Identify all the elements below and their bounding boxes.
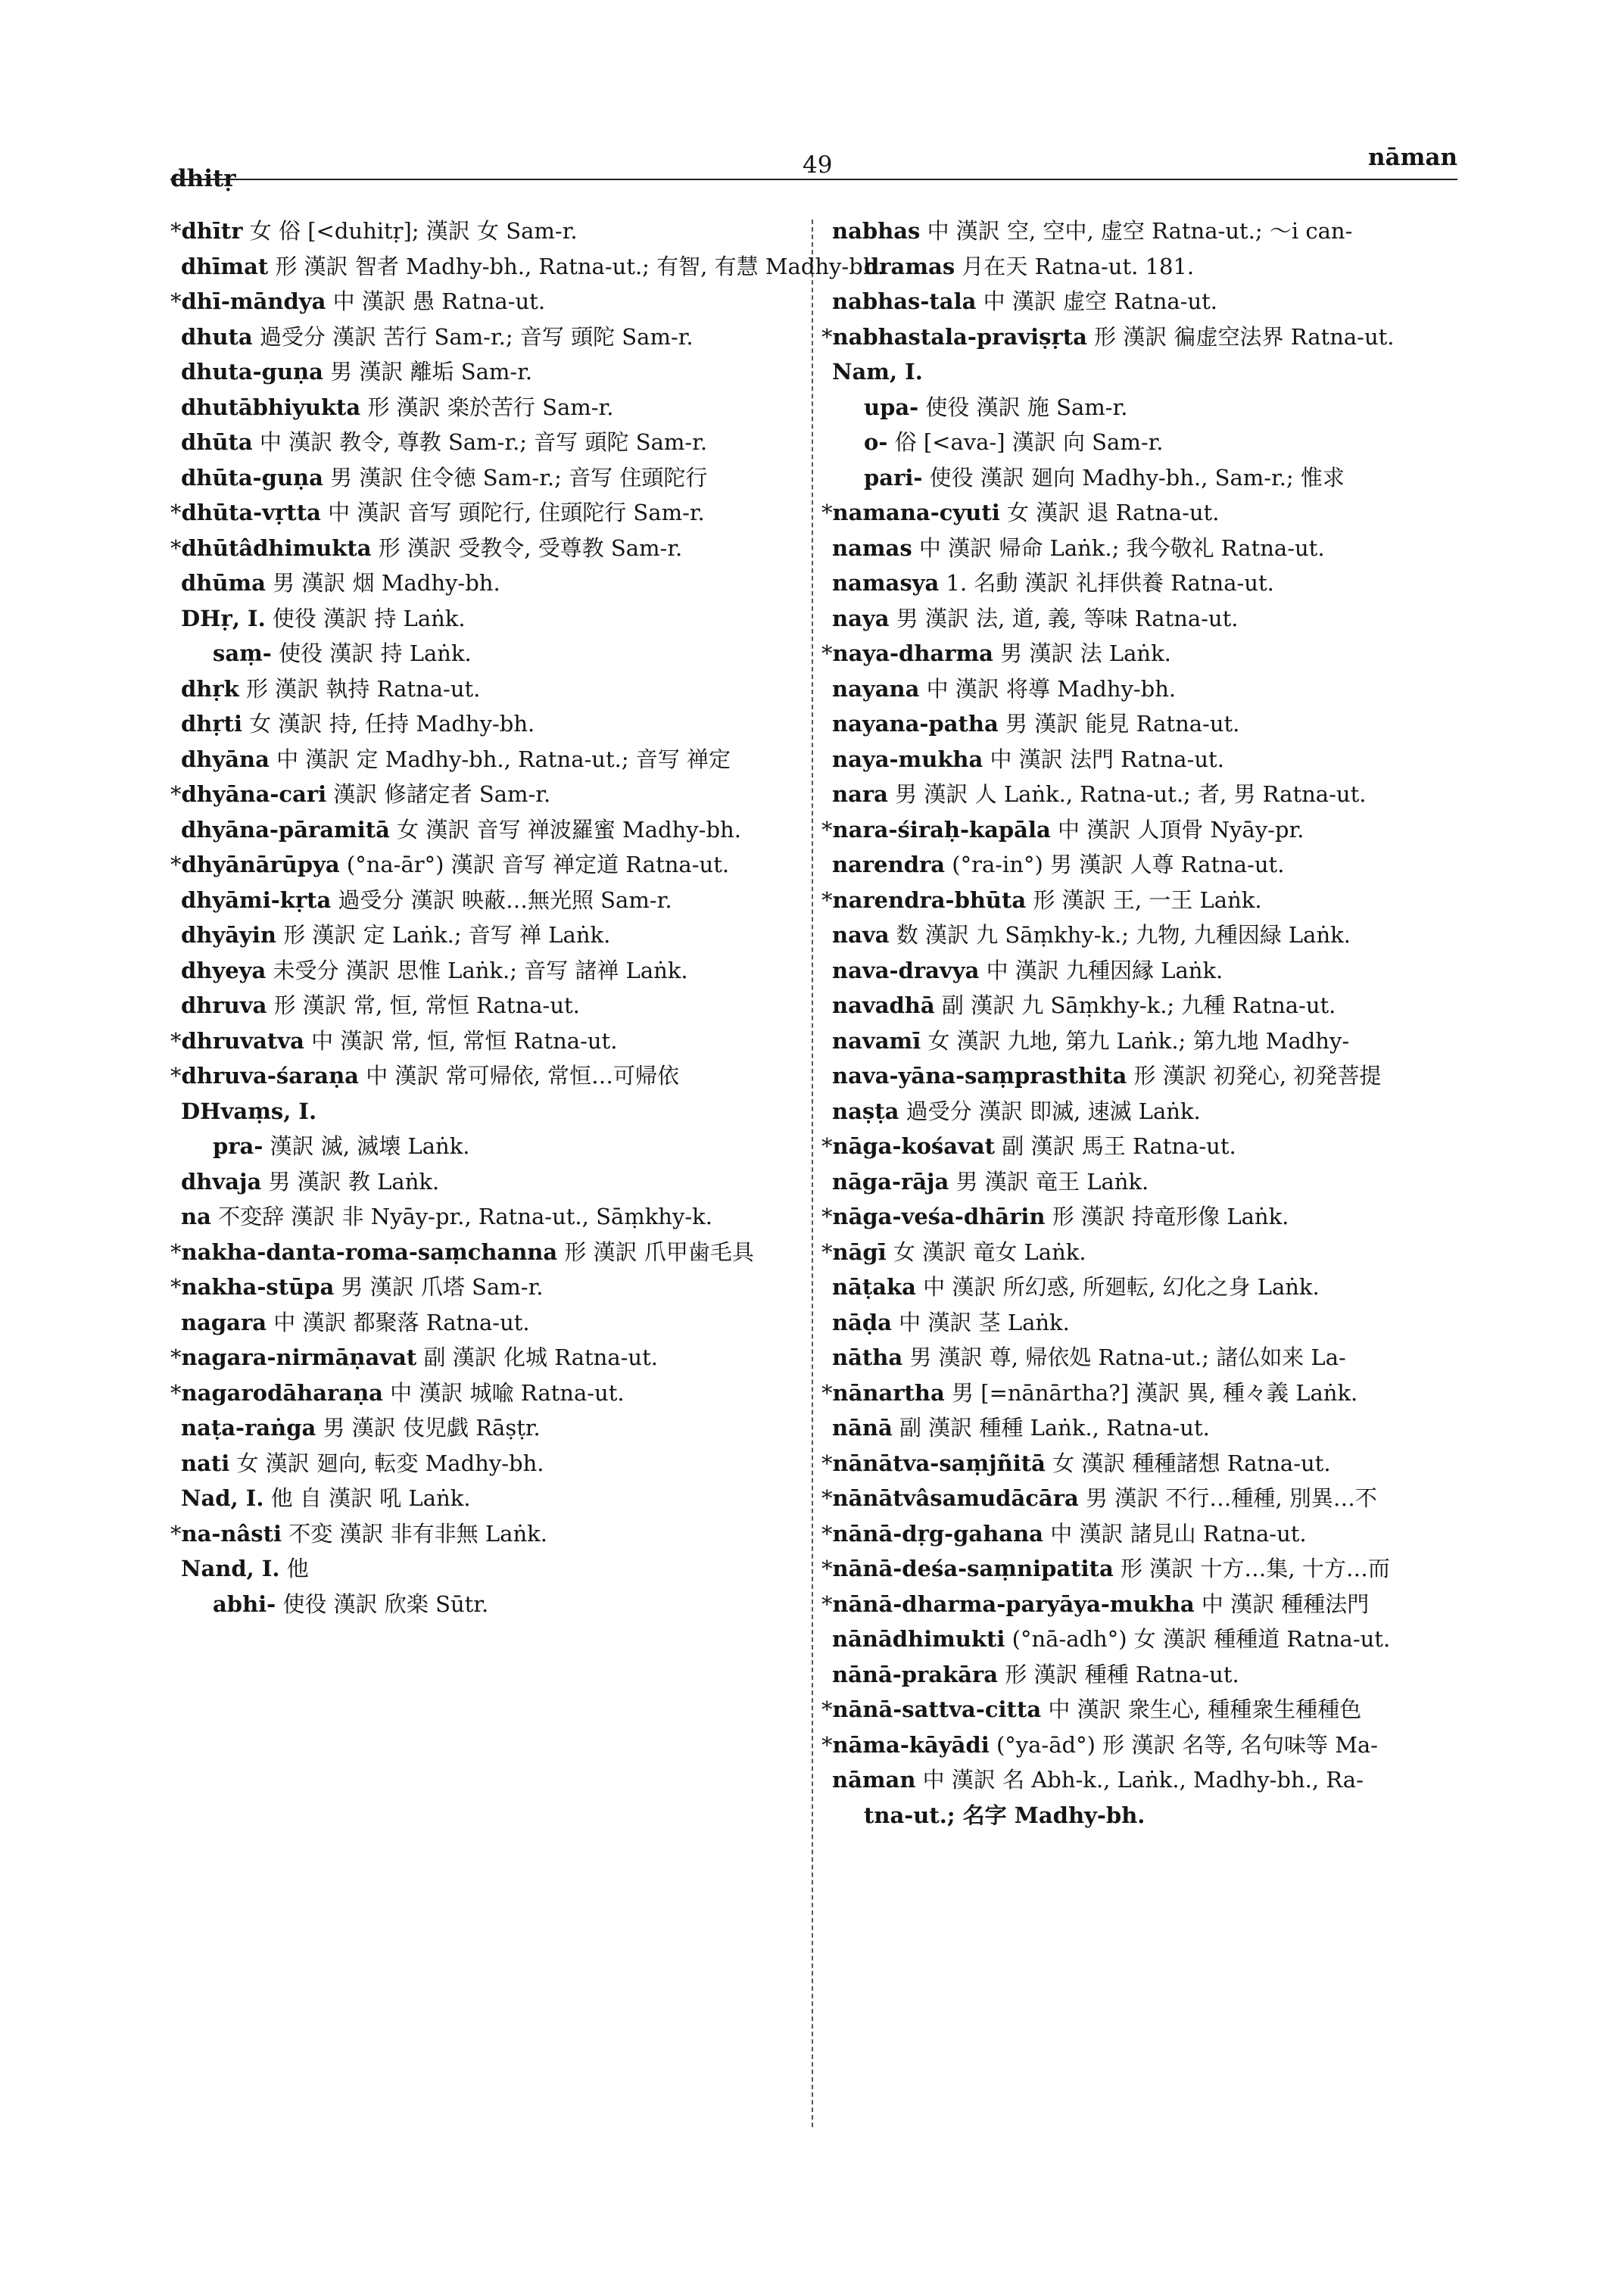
entry-definition: 中 漢訳 諸見山 Ratna-ut. (1050, 1520, 1307, 1547)
entry-headword: nagara (181, 1309, 267, 1335)
entry-definition: 中 漢訳 名 Abh-k., Laṅk., Madhy-bh., Ra- (922, 1767, 1364, 1793)
entry-marker: * (170, 500, 182, 525)
entry-headword: nava (832, 922, 890, 948)
entry-definition: 形 漢訳 徧虚空法界 Ratna-ut. (1094, 323, 1395, 350)
entry-headword: dhṛti (181, 711, 243, 737)
dictionary-entry (821, 1516, 1461, 1552)
entry-definition: 男 漢訳 尊, 帰依処 Ratna-ut.; 諸仏如来 La- (909, 1344, 1346, 1370)
entry-headword: nānātvâsamudācāra (832, 1485, 1079, 1511)
entry-headword: navadhā (832, 992, 935, 1018)
entry-marker: * (170, 1238, 182, 1265)
entry-definition: 不変辞 漢訳 非 Nyāy-pr., Ratna-ut., Sāṃkhy-k. (218, 1204, 712, 1229)
dictionary-entry (821, 390, 1461, 425)
dictionary-entry (821, 531, 1461, 566)
entry-headword: nava-dravya (832, 957, 980, 983)
entry-definition: 男 漢訳 爪塔 Sam-r. (341, 1274, 544, 1300)
entry-headword: dhyāyin (181, 922, 276, 948)
entry-headword: dhyāna (181, 746, 270, 772)
entry-definition: 形 漢訳 王, 一王 Laṅk. (1033, 886, 1262, 913)
dictionary-entry (821, 953, 1461, 989)
dictionary-entry (170, 601, 799, 637)
dictionary-entry (170, 1551, 799, 1587)
entry-headword: naya-dharma (832, 640, 993, 666)
entry-marker: * (170, 1274, 182, 1300)
entry-definition: 女 漢訳 音写 禅波羅蜜 Madhy-bh. (397, 816, 741, 843)
entry-definition: 不変 漢訳 非有非無 Laṅk. (288, 1520, 547, 1547)
dictionary-entry (821, 706, 1461, 742)
entry-headword: dhūta-guṇa (181, 464, 323, 491)
entry-headword: dhuta-guṇa (181, 359, 323, 385)
entry-headword: nānādhimukti (832, 1626, 1005, 1652)
entry-headword: narendra-bhūta (832, 886, 1027, 913)
entry-marker: * (821, 886, 833, 913)
dictionary-entry (821, 1023, 1461, 1059)
dictionary-entry (821, 1305, 1461, 1341)
entry-definition: 使役 漢訳 持 Laṅk. (279, 640, 472, 666)
entry-headword: nati (181, 1450, 230, 1476)
entry-definition: 中 漢訳 法門 Ratna-ut. (990, 746, 1224, 772)
dictionary-entry (170, 1340, 799, 1375)
dictionary-entry (170, 1023, 799, 1059)
entry-headword: namana-cyuti (832, 500, 1000, 525)
entry-definition: 中 漢訳 教令, 尊教 Sam-r.; 音写 頭陀 Sam-r. (259, 429, 708, 455)
entry-definition: 男 漢訳 烟 Madhy-bh. (273, 570, 500, 596)
dictionary-entry (821, 777, 1461, 812)
entry-headword: nānartha (832, 1379, 945, 1406)
dictionary-entry (821, 671, 1461, 707)
entry-marker: * (170, 1063, 182, 1089)
entry-definition: 女 漢訳 九地, 第九 Laṅk.; 第九地 Madhy- (927, 1027, 1350, 1054)
dictionary-entry (170, 671, 799, 707)
entry-headword: Nand, I. (181, 1556, 280, 1581)
dictionary-entry (170, 1270, 799, 1305)
dictionary-entry (170, 1235, 799, 1270)
entry-definition: 形 漢訳 初発心, 初発菩提 (1133, 1063, 1382, 1089)
dictionary-entry (821, 883, 1461, 918)
entry-definition: 女 漢訳 持, 任持 Madhy-bh. (249, 711, 535, 737)
dictionary-entry (821, 1375, 1461, 1411)
entry-definition: 月在天 Ratna-ut. 181. (962, 253, 1195, 279)
page-header (170, 144, 1457, 192)
entry-headword: nayana-patha (832, 711, 999, 737)
dictionary-entry (821, 319, 1461, 355)
dictionary-entry (821, 1058, 1461, 1094)
dictionary-entry (821, 1235, 1461, 1270)
entry-headword: nabhas (832, 218, 921, 244)
entry-definition: 男 漢訳 伎児戯 Rāṣṭr. (323, 1415, 541, 1441)
entry-headword: nagara-nirmāṇavat (181, 1344, 417, 1370)
entry-headword: upa- (864, 394, 919, 420)
entry-definition: 男 漢訳 能見 Ratna-ut. (1005, 711, 1240, 737)
entry-headword: nānā-dharma-paryāya-mukha (832, 1590, 1195, 1617)
entry-headword: nānā-sattva-citta (832, 1696, 1042, 1722)
entry-marker: * (821, 500, 833, 525)
dictionary-entry (170, 1516, 799, 1552)
entry-definition: 形 漢訳 種種 Ratna-ut. (1005, 1661, 1239, 1687)
column-divider (812, 220, 813, 2127)
entry-headword: naya-mukha (832, 746, 983, 772)
entry-definition: 形 漢訳 爪甲歯毛具 (564, 1238, 754, 1265)
entry-headword: dramas (864, 253, 955, 279)
entry-marker: * (821, 1590, 833, 1617)
dictionary-entry (170, 249, 884, 285)
entry-headword: nava-yāna-saṃprasthita (832, 1063, 1127, 1089)
page-number: 49 (803, 151, 833, 179)
dictionary-entry (170, 390, 799, 425)
entry-definition: 男 漢訳 不行…種種, 別異…不 (1085, 1485, 1377, 1511)
dictionary-entry (821, 1164, 1461, 1200)
entry-headword: nakha-stūpa (181, 1274, 335, 1300)
entry-headword: nāman (832, 1767, 916, 1793)
entry-headword: dhūta-vṛtta (181, 500, 321, 525)
entry-definition: 女 俗 [<duhitṛ]; 漢訳 女 Sam-r. (249, 218, 578, 244)
entry-headword: dhūta (181, 429, 253, 455)
entry-headword: dhutābhiyukta (181, 394, 361, 420)
dictionary-entry (821, 565, 1461, 601)
entry-definition: 過受分 漢訳 映蔽…無光照 Sam-r. (338, 886, 672, 913)
dictionary-entry (821, 601, 1461, 637)
entry-headword: o- (864, 429, 888, 455)
entry-definition: 使役 漢訳 施 Sam-r. (925, 394, 1128, 420)
entry-headword: nabhas-tala (832, 288, 977, 314)
entry-definition: 男 漢訳 離垢 Sam-r. (330, 359, 533, 385)
entry-definition: 中 漢訳 帰命 Laṅk.; 我今敬礼 Ratna-ut. (918, 534, 1325, 561)
entry-definition: 男 漢訳 法 Laṅk. (1000, 640, 1171, 666)
entry-headword: dhuta (181, 323, 253, 350)
entry-headword: nānā-dṛg-gahana (832, 1520, 1043, 1547)
entry-headword: dhītr (181, 218, 243, 244)
entry-definition: 形 漢訳 執持 Ratna-ut. (245, 675, 481, 702)
entry-definition: 他 自 漢訳 吼 Laṅk. (270, 1485, 471, 1511)
entry-headword: dhūtâdhimukta (181, 534, 372, 561)
dictionary-entry (170, 847, 799, 883)
entry-headword: nānā-prakāra (832, 1661, 999, 1687)
dictionary-entry (170, 1587, 799, 1622)
dictionary-entry (821, 354, 1461, 390)
dictionary-entry (821, 1798, 1461, 1833)
entry-headword: nabhastala-praviṣṛta (832, 323, 1087, 350)
entry-definition: 過受分 漢訳 即滅, 速滅 Laṅk. (906, 1098, 1201, 1124)
entry-definition: 中 漢訳 常, 恒, 常恒 Ratna-ut. (311, 1027, 618, 1054)
running-head-right: nāman (1367, 144, 1457, 171)
entry-headword: naya (832, 605, 890, 631)
dictionary-entry (170, 565, 799, 601)
entry-headword: naṭa-raṅga (181, 1415, 316, 1441)
dictionary-entry (170, 354, 799, 390)
entry-definition: 形 漢訳 楽於苦行 Sam-r. (367, 394, 614, 420)
entry-headword: saṃ- (213, 640, 272, 666)
dictionary-entry (821, 1340, 1461, 1375)
entry-headword: dhruva-śaraṇa (181, 1063, 359, 1089)
dictionary-entry (170, 706, 799, 742)
dictionary-entry (821, 1410, 1461, 1446)
entry-headword: dhyāna-cari (181, 781, 327, 807)
entry-marker: * (821, 816, 833, 843)
entry-definition: 中 漢訳 愚 Ratna-ut. (332, 288, 546, 314)
entry-headword: nātha (832, 1344, 903, 1370)
dictionary-entry (170, 1058, 799, 1094)
entry-marker: * (821, 1696, 833, 1722)
entry-definition: 使役 漢訳 欣楽 Sūtr. (282, 1590, 489, 1617)
dictionary-entry (170, 213, 799, 249)
entry-definition: 形 漢訳 受教令, 受尊教 Sam-r. (378, 534, 683, 561)
dictionary-entry (821, 495, 1461, 531)
entry-definition: 副 漢訳 化城 Ratna-ut. (423, 1344, 658, 1370)
entry-definition: 男 漢訳 住令徳 Sam-r.; 音写 住頭陀行 (330, 464, 708, 491)
dictionary-entry (821, 847, 1461, 883)
dictionary-entry (170, 531, 799, 566)
entry-definition: 中 漢訳 茎 Laṅk. (899, 1309, 1070, 1335)
dictionary-entry (821, 742, 1461, 777)
entry-headword: DHvaṃs, I. (181, 1098, 317, 1124)
entry-definition: 女 漢訳 退 Ratna-ut. (1007, 500, 1220, 525)
entry-headword: nara (832, 781, 888, 807)
dictionary-entry (170, 1410, 799, 1446)
entry-definition: 中 漢訳 空, 空中, 虚空 Ratna-ut.; ～i can- (927, 218, 1353, 244)
entry-headword: dhyeya (181, 957, 267, 983)
entry-definition: (°ra-in°) 男 漢訳 人尊 Ratna-ut. (952, 852, 1285, 877)
dictionary-entry (821, 636, 1461, 671)
entry-headword: pari- (864, 464, 923, 491)
entry-marker: * (170, 852, 182, 877)
entry-marker: * (170, 1379, 182, 1406)
entry-headword: nakha-danta-roma-saṃchanna (181, 1238, 558, 1265)
entry-definition: 副 漢訳 馬王 Ratna-ut. (1002, 1133, 1236, 1159)
entry-definition: 中 漢訳 城喩 Ratna-ut. (390, 1379, 625, 1406)
entry-marker: * (821, 1731, 833, 1758)
entry-marker: * (821, 1485, 833, 1511)
dictionary-entry (170, 425, 799, 460)
entry-headword: naṣṭa (832, 1098, 899, 1124)
dictionary-entry (821, 1657, 1461, 1693)
entry-headword: dhūma (181, 570, 266, 596)
entry-marker: * (170, 1027, 182, 1054)
header-rule (170, 179, 1457, 180)
dictionary-entry (821, 812, 1461, 848)
entry-definition: 中 漢訳 定 Madhy-bh., Ratna-ut.; 音写 禅定 (276, 746, 731, 772)
dictionary-entry (170, 1446, 799, 1481)
entry-definition: 形 漢訳 智者 Madhy-bh., Ratna-ut.; 有智, 有慧 Madhy-bh. (275, 253, 884, 279)
entry-headword: na-nâsti (181, 1520, 282, 1547)
entry-headword: dhvaja (181, 1168, 262, 1195)
entry-definition: 未受分 漢訳 思惟 Laṅk.; 音写 諸禅 Laṅk. (273, 957, 688, 983)
entry-marker: * (170, 1520, 182, 1547)
entry-marker: * (821, 1379, 833, 1406)
entry-marker: * (821, 1520, 833, 1547)
dictionary-entry (170, 1375, 799, 1411)
dictionary-entry (821, 1551, 1461, 1587)
dictionary-entry (821, 213, 1461, 249)
entry-headword: abhi- (213, 1590, 276, 1617)
entry-definition: (°nā-adh°) 女 漢訳 種種道 Ratna-ut. (1011, 1626, 1391, 1652)
entry-headword: nayana (832, 675, 920, 702)
entry-marker: * (170, 781, 182, 807)
entry-definition: 1. 名動 漢訳 礼拝供養 Ratna-ut. (946, 570, 1274, 596)
entry-definition: 男 漢訳 教 Laṅk. (268, 1168, 440, 1195)
entry-definition: 数 漢訳 九 Sāṃkhy-k.; 九物, 九種因緑 Laṅk. (896, 922, 1351, 948)
entry-definition: 俗 [<ava-] 漢訳 向 Sam-r. (894, 429, 1164, 455)
dictionary-entry (170, 1164, 799, 1200)
entry-definition: 副 漢訳 九 Sāṃkhy-k.; 九種 Ratna-ut. (941, 992, 1336, 1018)
entry-headword: DHṛ, I. (181, 605, 266, 631)
entry-headword: namasya (832, 570, 940, 596)
dictionary-entry (170, 495, 799, 531)
entry-definition: 使役 漢訳 廻向 Madhy-bh., Sam-r.; 惟求 (929, 464, 1345, 491)
entry-definition: 中 漢訳 常可帰依, 常恒…可帰依 (366, 1063, 680, 1089)
dictionary-entry (821, 1622, 1461, 1657)
entry-definition: 中 漢訳 虚空 Ratna-ut. (983, 288, 1218, 314)
entry-headword: nānā (832, 1415, 893, 1441)
entry-headword: dhī-māndya (181, 288, 326, 314)
entry-headword: tna-ut.; 名字 Madhy-bh. (864, 1802, 1146, 1828)
dictionary-entry (170, 777, 799, 812)
entry-definition: 男 [=nānārtha?] 漢訳 異, 種々義 Laṅk. (952, 1379, 1358, 1406)
dictionary-entry (170, 918, 799, 953)
dictionary-entry (170, 319, 799, 355)
dictionary-entry (821, 460, 1461, 496)
dictionary-entry (170, 1481, 799, 1516)
entry-definition: 使役 漢訳 持 Laṅk. (272, 605, 466, 631)
entry-headword: navamī (832, 1027, 921, 1054)
dictionary-entry (821, 988, 1461, 1023)
dictionary-entry (170, 742, 799, 777)
entry-headword: nāga-kośavat (832, 1133, 996, 1159)
entry-headword: dhruva (181, 992, 267, 1018)
dictionary-entry (821, 918, 1461, 953)
entry-definition: 女 漢訳 廻向, 転変 Madhy-bh. (236, 1450, 544, 1476)
dictionary-entry (821, 1692, 1461, 1728)
entry-definition: 男 漢訳 人 Laṅk., Ratna-ut.; 者, 男 Ratna-ut. (895, 781, 1367, 807)
entry-headword: nānātva-saṃjñitā (832, 1450, 1046, 1476)
entry-definition: 中 漢訳 衆生心, 種種衆生種種色 (1048, 1696, 1362, 1722)
entry-marker: * (170, 534, 182, 561)
entry-headword: Nad, I. (181, 1485, 264, 1511)
entry-marker: * (821, 1204, 833, 1229)
entry-headword: na (181, 1204, 211, 1229)
dictionary-entry (821, 1762, 1461, 1798)
entry-headword: dhyānārūpya (181, 852, 340, 877)
dictionary-entry (821, 1728, 1461, 1763)
right-column (821, 213, 1461, 1833)
entry-headword: dhṛk (181, 675, 239, 702)
dictionary-entry (170, 988, 799, 1023)
entry-definition: 中 漢訳 音写 頭陀行, 住頭陀行 Sam-r. (328, 500, 705, 525)
entry-definition: 形 漢訳 定 Laṅk.; 音写 禅 Laṅk. (283, 922, 611, 948)
entry-definition: 男 漢訳 法, 道, 義, 等味 Ratna-ut. (896, 605, 1239, 631)
dictionary-entry (821, 1446, 1461, 1481)
entry-headword: dhruvatva (181, 1027, 304, 1054)
entry-definition: 形 漢訳 常, 恒, 常恒 Ratna-ut. (273, 992, 580, 1018)
dictionary-entry (821, 425, 1461, 460)
entry-definition: 形 漢訳 持竜形像 Laṅk. (1052, 1204, 1289, 1229)
entry-marker: * (170, 218, 182, 244)
entry-marker: * (170, 288, 182, 314)
entry-definition: 中 漢訳 都聚落 Ratna-ut. (273, 1309, 530, 1335)
entry-definition: 漢訳 修諸定者 Sam-r. (333, 781, 551, 807)
entry-marker: * (821, 1556, 833, 1581)
dictionary-entry (821, 284, 1461, 319)
entry-definition: 中 漢訳 種種法門 (1201, 1590, 1370, 1617)
entry-marker: * (821, 1133, 833, 1159)
entry-definition: 形 漢訳 十方…集, 十方…而 (1120, 1556, 1390, 1581)
dictionary-entry (821, 1481, 1461, 1516)
dictionary-entry (821, 1587, 1461, 1622)
entry-definition: (°ya-ād°) 形 漢訳 名等, 名句味等 Ma- (996, 1731, 1378, 1758)
entry-definition: 中 漢訳 九種因縁 Laṅk. (986, 957, 1223, 983)
entry-headword: nāma-kāyādi (832, 1731, 990, 1758)
entry-definition: 中 漢訳 所幻惑, 所廻転, 幻化之身 Laṅk. (923, 1274, 1320, 1300)
dictionary-entry (821, 1199, 1461, 1235)
entry-headword: nāḍa (832, 1309, 892, 1335)
dictionary-entry (821, 1129, 1461, 1164)
dictionary-entry (821, 1270, 1461, 1305)
dictionary-entry (170, 636, 799, 671)
dictionary-entry (170, 1199, 799, 1235)
dictionary-entry (170, 1094, 799, 1129)
entry-headword: nara-śiraḥ-kapāla (832, 816, 1051, 843)
entry-definition: 漢訳 滅, 滅壊 Laṅk. (270, 1133, 470, 1159)
dictionary-entry (170, 1305, 799, 1341)
entry-headword: nānā-deśa-saṃnipatita (832, 1556, 1114, 1581)
entry-marker: * (821, 640, 833, 666)
entry-headword: Nam, I. (832, 359, 923, 385)
entry-headword: pra- (213, 1133, 263, 1159)
dictionary-entry (821, 249, 1461, 285)
entry-headword: nāga-veśa-dhārin (832, 1204, 1046, 1229)
dictionary-entry (170, 460, 799, 496)
entry-definition: 副 漢訳 種種 Laṅk., Ratna-ut. (899, 1415, 1210, 1441)
entry-definition: 男 漢訳 竜王 Laṅk. (955, 1168, 1149, 1195)
entry-headword: dhyāna-pāramitā (181, 816, 390, 843)
entry-definition: 女 漢訳 竜女 Laṅk. (893, 1238, 1086, 1265)
dictionary-entry (170, 953, 799, 989)
entry-definition: 過受分 漢訳 苦行 Sam-r.; 音写 頭陀 Sam-r. (259, 323, 694, 350)
dictionary-entry (170, 284, 799, 319)
running-head-left: dhitṛ (170, 165, 236, 192)
entry-headword: nāṭaka (832, 1274, 916, 1300)
entry-headword: dhyāmi-kṛta (181, 886, 332, 913)
entry-headword: nāgī (832, 1238, 887, 1265)
entry-definition: 中 漢訳 将導 Madhy-bh. (926, 675, 1177, 702)
entry-headword: narendra (832, 852, 946, 877)
entry-headword: nagarodāharaṇa (181, 1379, 383, 1406)
entry-definition: 他 (286, 1556, 309, 1581)
entry-definition: (°na-ār°) 漢訳 音写 禅定道 Ratna-ut. (346, 852, 730, 877)
entry-headword: dhīmat (181, 253, 269, 279)
entry-definition: 中 漢訳 人頂骨 Nyāy-pr. (1058, 816, 1304, 843)
entry-marker: * (170, 1344, 182, 1370)
dictionary-entry (170, 1129, 799, 1164)
entry-marker: * (821, 323, 833, 350)
entry-headword: nāga-rāja (832, 1168, 949, 1195)
entry-definition: 女 漢訳 種種諸想 Ratna-ut. (1052, 1450, 1331, 1476)
entry-headword: namas (832, 534, 912, 561)
dictionary-entry (821, 1094, 1461, 1129)
dictionary-entry (170, 883, 799, 918)
dictionary-entry (170, 812, 799, 848)
entry-marker: * (821, 1238, 833, 1265)
entry-marker: * (821, 1450, 833, 1476)
